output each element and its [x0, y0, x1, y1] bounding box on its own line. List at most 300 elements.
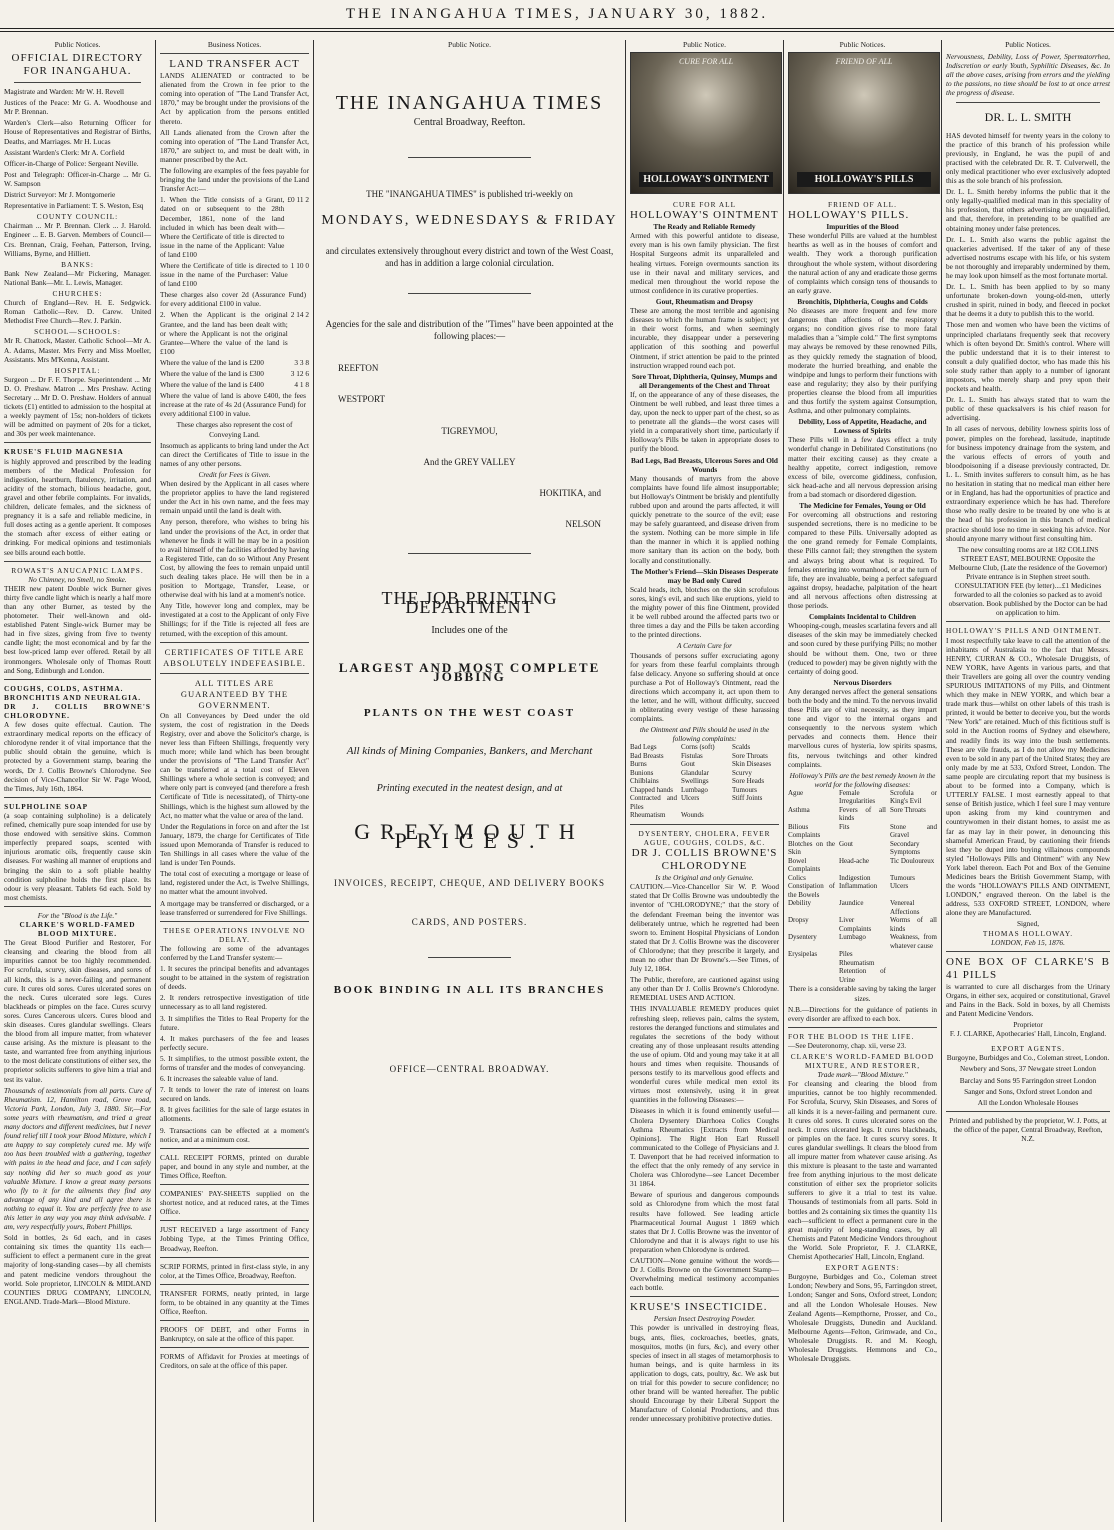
column-heading: Business Notices. [207, 40, 262, 49]
complaint-item: Stiff Joints [732, 794, 763, 803]
ad-subheading: The Mother's Friend—Skin Diseases Desperate may be Bad only Cured [630, 566, 779, 585]
disease-item: Sore Throats [890, 805, 926, 814]
testimonial: Thousands of testimonials from all parts. Cure of Rheumatism. 12, Hamilton road, Grove road, Victoria Park, London, July 3, 1880. Sir,—For some years with rheumatism, and tried a great many doctors and different medicines, but I never found relief till I took your Blood Mixture, which I am happy to say completely cured me. My wife too has been troubled with a gathering, together with pains in the head and face, and I can safely say nothing did her so much good as your valuable Mixture. I know a great many persons who fly to it for the ailments they find any advantage of any kind and all agree there is nothing to equal it. You are perfectly free to use this letter in any way you may think advisable. I am, very respectfully yours, Robert Phillips. [4, 1085, 151, 1232]
ad-body: COMPANIES' PAY-SHEETS supplied on the shortest notice, and at reduced rates, at the Times Office. [160, 1189, 309, 1217]
export-agent: Burgoyne, Burbidges and Co., Coleman street, London. [946, 1053, 1110, 1063]
ad-body: CAUTION.—Vice-Chancellor Sir W. P. Wood stated that Dr Collis Browne was undoubtedly the inventor of "CHLORODYNE;" that the story of the defendant Freeman being the inventor was deliberately untrue, which he regretted had been sworn to. Eminent Hospital Physicians of London stated that Dr J. Collis Browne was the discoverer of Chlorodyne; that they prescribe it largely, and mean no other than Dr Browne's.—See Times, of July 12, 1864. [630, 882, 779, 974]
ad-body: Whooping-cough, measles scarlatina fevers and all diseases of the skin may be immediately checked and soon cured by these purifying Pills; no mother should be without them. One, two or three (reduced to powder) may be given nightly with the certainty of doing good. [788, 621, 937, 676]
fee-description: These charges also cover 2d (Assurance Fund) for every additional £100 in value. [160, 290, 306, 309]
directory-entry: Assistant Warden's Clerk: Mr A. Corfield [4, 147, 125, 157]
agency-place: And the GREY VALLEY [423, 456, 516, 467]
ad-body: The following are examples of the fees payable for bringing the land under the provisions of the Land Transfer Act:— [160, 166, 309, 194]
directory-entry: Officer-in-Charge of Police: Sergeant Neville. [4, 158, 139, 168]
export-agent: Newbery and Sons, 37 Newgate street London [960, 1064, 1096, 1074]
advantage-item: 2. It renders retrospective investigation of title unnecessary as to all land registered. [160, 993, 309, 1012]
complaints-list [630, 743, 779, 820]
directory-entry: District Surveyor: Mr J. Montgomerie [4, 190, 116, 200]
disease-item: Colics [788, 873, 806, 882]
ad-heading: DR J. COLLIS BROWNE'S CHLORODYNE. [4, 701, 151, 720]
cards-text: CARDS, AND POSTERS. [411, 916, 528, 927]
disease-item: Constipation of the Bowels [788, 882, 835, 899]
disease-item: Blotches on the Skin [788, 839, 835, 857]
disease-item [788, 959, 835, 968]
section-heading: SCHOOL—SCHOOLS: [34, 327, 121, 337]
advantage-item: 8. It gives facilities for the sale of large estates in allotments. [160, 1105, 309, 1124]
ad-body: THIS INVALUABLE REMEDY produces quiet refreshing sleep, relieves pain, calms the system, restores the deranged functions and stimulates and regulates the secretions of the body without creating any of those unpleasant results attending the use of opium. Old and young may take it at all hours and times when requisite. Thousands of persons testify to its marvellous good effects and wonderful cures while medical men extol its virtues most extensively, using it in great quantities in the following Diseases:— [630, 1004, 779, 1105]
fee-description: 1. When the Title consists of a Grant, dated on or subsequent to the 28th December, 1861, none of the land included in which has been dealt with—Where the Certificate of title is directed to issue in the name of the Applicant: Value of land £100 [160, 195, 285, 259]
ad-body: FORMS of Affidavit for Proxies at meetings of Creditors, on sale at the office of this paper. [160, 1352, 309, 1371]
divider [160, 1284, 309, 1285]
ad-body: Dr. L. L. Smith hereby informs the public that it the only legally-qualified medical man in this speciality of his profession, that others advertising are unqualified, and that, therefore, in pretending to be qualified are obtaining money under false pretences. [946, 187, 1110, 233]
disease-item: Liver Complaints [839, 916, 872, 933]
divider [160, 1220, 309, 1221]
disease-item: Fevers of all kinds [839, 805, 886, 823]
disease-item: Fits [839, 822, 850, 831]
illustration-banner: HOLLOWAY'S PILLS [797, 172, 931, 187]
ad-subheading: Bad Legs, Bad Breasts, Ulcerous Sores and Old Wounds [631, 455, 778, 474]
divider [4, 679, 151, 680]
advantage-item: 1. It secures the principal benefits and advantages sought to be attained in the system of registration of deeds. [160, 964, 309, 992]
fee-table [160, 195, 309, 418]
ad-body: This powder is unrivalled in destroying fleas, bugs, ants, flies, cockroaches, beetles, gnats, mosquitos, moths (in furs, &c), and every other species of insect in all stages of metamorphosis to human beings, and is quite harmless in its application to dogs, cats, poultry, &c. We ask but on trial for this powder to secure confidence; no other brand will be wanted hereafter. The public should Encourage by their Liberal Support the Manufacture of Colonial Productions, and thus render unnecessary prohibitive protective duties. [630, 1323, 779, 1424]
fee-description: Where the value of the land is £200 [160, 357, 264, 367]
disease-item: Ulcers [890, 882, 909, 891]
circulation-text: and circulates extensively throughout every district and town of the West Coast, and has in addition a large colonial circulation. [325, 246, 614, 269]
disease-item: Rheumatism [839, 958, 875, 967]
export-agent: All the London Wholesale Houses [977, 1097, 1079, 1107]
ad-note: N.B.—Directions for the guidance of patients in every disorder are affixed to each box. [788, 1004, 937, 1023]
column-6 [942, 40, 1114, 1522]
ad-body: LANDS ALIENATED or contracted to be alienated from the Crown in fee prior to the coming into operation of "The Land Transfer Act, 1870," may be brought under the provisions of the Act by application from the persons entitled thereto. [160, 71, 309, 126]
advantage-item: 5. It simplifies, to the utmost possible extent, the forms of transfer and the modes of conveyancing. [160, 1053, 309, 1072]
divider [408, 157, 531, 158]
all-kinds-text: All kinds of Mining Companies, Bankers, and Merchant [346, 744, 593, 757]
largest-text: LARGEST AND MOST COMPLETE JOBBING [338, 660, 601, 685]
section-heading: CHURCHES: [52, 288, 103, 298]
divider [788, 1027, 937, 1028]
illustration-banner: HOLLOWAY'S OINTMENT [639, 172, 773, 187]
advantage-item: 3. It simplifies the Titles to Real Property for the future. [160, 1013, 309, 1032]
advantage-item: 4. It makes purchasers of the fee and leases perfectly secure. [160, 1033, 309, 1052]
fee-description: Where the value of the land is £300 [160, 369, 264, 378]
ad-body: Burgoyne, Burbidges and Co., Coleman street London; Newbery and Sons, 95, Farringdon street, London; Sanger and Sons, Oxford street, London; and all the London Wholesale Houses. New Zealand Agents—Kempthorne, Prosser, and Co., Wholesale Druggists, Dunedin and Auckland. Melbourne Agents—Felton, Grimwade, and Co., Wholesale Druggists. R. and M. Keogh, Wholesale Druggists. Hemmons and Co., Wholesale Druggists. [788, 1272, 937, 1364]
ad-body: The total cost of executing a mortgage or lease of land, registered under the Act, is Twelve Shillings, no matter what the amount involved. [160, 869, 309, 897]
column-2 [156, 40, 313, 1522]
plants-text: PLANTS ON THE WEST COAST [363, 707, 576, 720]
section-heading: COUNTY COUNCIL: [36, 212, 119, 222]
ad-body: These wonderful Pills are valued at the humblest hearths as well as in the houses of comfort and wealth. They work a thorough purification throughout the whole system, without disordering the natural action of any and eradicate those germs of complaints which consign tens of thousands to an early grave. [788, 231, 937, 295]
ad-subheading: Gout, Rheumatism and Dropsy [655, 296, 754, 306]
column-5 [784, 40, 941, 1522]
illustration-caption: CURE FOR ALL [672, 200, 737, 210]
divider [946, 951, 1110, 952]
disease-item: Tic Douloureux [890, 856, 935, 865]
ad-body: Under the Regulations in force on and after the 1st January, 1879, the charge for Certificates of Title issued upon Memoranda of Transfer is reduced to Ten Shillings in all cases where the value of the land is under Ten Pounds. [160, 821, 309, 868]
divider [160, 642, 309, 643]
complaint-item: Scalds [732, 743, 751, 752]
ad-body: Proprietor [1013, 1020, 1043, 1030]
divider [4, 906, 151, 907]
directory-entry: Post and Telegraph: Officer-in-Charge ... Mr G. W. Sampson [4, 169, 151, 188]
disease-item: Lumbago [839, 933, 866, 942]
complaint-item: Rheumatism [630, 811, 666, 820]
fee-description: Where the value of land is above £400, the fees increase at the rate of 4s 2d (Assurance Fund) for every additional £100 in value. [160, 391, 306, 419]
complaint-item: Glandular [681, 768, 709, 777]
ad-heading: ONE BOX OF CLARKE'S B 41 PILLS [946, 955, 1110, 981]
fee-row [160, 195, 309, 259]
job-printing-title: THE JOB PRINTING DEPARTMENT [381, 587, 558, 618]
directory-entry: Justices of the Peace: Mr G. A. Woodhouse and Mr P. Brennan. [4, 98, 151, 117]
holloway-ointment-illustration [630, 52, 782, 194]
ad-body: For overcoming all obstructions and restoring suspended secretions, there is no medicine to be compared to these Pills. Universally adopted as the one grand remedy for Female Complaints, these Pills cannot fail; they strengthen the system and always bring about what is required. To females entering into womanhood, or at the turn of life, they are invaluable, being a perfect safeguard against dropsy, headache, palpitation of the heart and all nervous affections often distressing at those periods. [788, 510, 937, 611]
complaint-item: Skin Diseases [732, 760, 772, 769]
export-agent: Sanger and Sons, Oxford street London and [964, 1086, 1092, 1096]
complaint-item: Fistulas [681, 751, 703, 760]
disease-item: Venereal Affections [890, 899, 920, 916]
ad-body: For cleansing and clearing the blood from impurities, cannot be too highly recommended. For Scrofula, Scurvy, Skin Diseases, and Sores of all kinds it is a never-failing and permanent cure. It cures old sores. It cures ulcerated sores on the neck. It cures ulcerated legs. It cures blackheads, or pimples on the face. It cures scurvy sores. It cures glandular swellings. It clears the blood from all impure matter from whatever cause arising. As this mixture is pleasant to the taste and warranted free from anything injurious to the most delicate constitution of either sex the proprietor solicits sufferers to give it a trial to test its value. Thousands of testimonials from all parts. Sold in bottles and 2s containing six times the quantity 11s each—sufficient to effect a permanent cure in the great majority of long-standing cases, by all Chemists and Patent Medicine Vendors throughout the World. Sole Proprietor, F. J. CLARKE, Chemist Apothecaries' Hall, Lincoln, England. [788, 1079, 937, 1262]
ad-heading: DR J. COLLIS BROWNE'S CHLORODYNE [631, 847, 778, 873]
ad-body: Diseases in which it is found eminently useful—Cholera Dysentery Diarrhoea Colics Coughs Asthma Rheumatics [Extracts from Medical Opinions]. The Right Hon Earl Russell communicated to the College of Physicians and J. T. Davenport that he had received information to the effect that the only remedy of any service in Cholera was Chlorodyne—see Lancet December 31 1864. [630, 1106, 779, 1189]
fee-row [160, 261, 309, 288]
ad-body: In all cases of nervous, debility lowness spirits loss of power, pimples on the forehead, lassitude, inaptitude for business impotency drainage from the system, and the various effects of errors of youth and bloodpoisoning if a disease previously contracted, Dr. L. L. Smith invites sufferers to consult him, as he has no hesitation in stating that no medical man either here or in England, has had the opportunities of practice and extraordinary experience which he has had. Therefore those who really desire to be treated by one who is at the head of his profession in this branch of medical practice should lose no time in seeking his advice. Nor should anyone marry without first consulting him. [946, 424, 1110, 543]
divider [428, 957, 511, 958]
column-heading: Public Notice. [448, 40, 491, 49]
ad-subheading: Complaints Incidental to Children [808, 612, 917, 622]
directory-entry: Warden's Clerk—also Returning Officer for House of Representatives and Registrar of Births, Deaths, and Marriages. Mr H. Lucas [4, 118, 151, 146]
greymouth-prices: GREYMOUTH PRICES. [354, 818, 585, 853]
fee-description: Where the Certificate of title is directed to issue in the name of the Purchaser: Value of land £100 [160, 260, 288, 289]
ad-body: When desired by the Applicant in all cases where the proprietor applies to have the land registered under the Act in his own name, and the fees may remain unpaid until the land is dealt with. [160, 479, 309, 516]
advantage-item: 6. It increases the saleable value of land. [160, 1074, 279, 1084]
disease-item: Asthma [788, 805, 810, 814]
directory-entry: Bank New Zealand—Mr Pickering, Manager. National Bank—Mr. L. Lewis, Manager. [4, 268, 151, 287]
disease-item: Dropsy [788, 916, 809, 925]
column-heading: Public Notices. [1005, 40, 1051, 49]
disease-item [890, 967, 937, 984]
agency-place: HOKITIKA, and [539, 487, 601, 498]
fee-amount: 1 10 0 [290, 260, 309, 270]
column-1 [0, 40, 155, 1522]
complaint-item: Wounds [681, 811, 704, 820]
divider [160, 53, 309, 54]
ad-subheading: Nervous Disorders [833, 677, 892, 687]
ad-body: Nervousness, Debility, Loss of Power, Spermatorrhea, Indiscretion or early Youth, Syphilitic Diseases, &c. In all the above cases, arising from errors and the yielding to the passions, no time should be lost to at once arrest the progress of disease. [946, 52, 1110, 98]
ad-body: is warranted to cure all discharges from the Urinary Organs, in either sex, acquired or constitutional, Gravel and Pains in the Back. Sold in boxes, by all Chemists and Patent Medicine Vendors. [946, 981, 1110, 1018]
ad-heading: KRUSE'S FLUID MAGNESIA [4, 447, 124, 457]
diseases-list [788, 789, 937, 985]
printing-text: Printing executed in the neatest design, and at [376, 782, 563, 794]
illustration-banner-top: FRIEND OF ALL [835, 57, 893, 67]
disease-item: Inflammation [839, 882, 878, 891]
disease-item: Jaundice [839, 899, 864, 908]
ad-subheading: Sore Throat, Diphtheria, Quinsey, Mumps and all Derangements of the Chest and Throat [631, 371, 778, 390]
divider [408, 293, 531, 294]
ad-body: Scald heads, itch, blotches on the skin scrofulous sores, king's evil, and such like eruptions, yield to the mighty power of this fine Ointment, provided it be well rubbed around the affected parts two or three times a day and the Pills be taken according to the printed directions. [630, 584, 779, 640]
complaint-item: Scurvy [732, 768, 752, 777]
divider [4, 797, 151, 798]
directory-title: OFFICIAL DIRECTORY FOR INANGAHUA. [11, 52, 144, 78]
directory-entry: Chairman ... Mr P. Brennan. Clerk ... J. Harold. Engineer ... E. B. Garven. Members of Council—Crs. Brennan, Craig, Feehan, Patterson, Irving, Williams, Byrne, and Hilliett. [4, 221, 151, 258]
directory-entry: Representative in Parliament: T. S. Weston, Esq [4, 201, 144, 211]
ad-body: Beware of spurious and dangerous compounds sold as Chlorodyne from which the most fatal results have followed. See leading article Pharmaceutical Journal August 1 1869 which states that Dr J. Collis Browne was the inventor of Chlorodyne and that it is always right to use his preparation when Chlorodyne is ordered. [630, 1190, 779, 1254]
ad-subheading: Impurities of the Blood [826, 222, 899, 232]
advantages-list [160, 964, 309, 1144]
fee-row [160, 310, 309, 355]
ad-heading: SULPHOLINE SOAP [4, 801, 89, 811]
ad-body: I most respectfully take leave to call the attention of the inhabitants of Australasia to the fact that Messrs. HENRY, CURRAN & CO., Wholesale Druggists, of NEW YORK, have Agents in various parts, and that their Travellers are going all over the country vending SPURIOUS IMITATIONS of my Pills, and Ointment which they make in NEW YORK, and which bear a trade mark thus—whilst on other labels of this trash is printed, it would be better to deceive you, but the words "New York" are retained. Much of this fictitious stuff is sold in the Auction rooms of Sydney and elsewhere, and readily finds its way into the bush settlements. These are vile frauds, as I do not allow my Medicines even to be sold in any part of the United States; they are only made by me at 533, Oxford Street, London. The same people are circulating report that my business is about to be formed into a Company, which is UTTERLY FALSE. I most earnestly appeal to that sense of British justice, which I feel sure I may venture upon asking from my kind countrymen and countrywomen in their distant homes, to assist me as far as may lay in their power, in denouncing this shameful American Fraud, by cautioning their friends lest they be duped into buying villainous compounds styled "Holloways Pills and Ointment" with any New York label thereon. Each Pot and Box of the Genuine Medicines bears the British Government Stamp, with the words "HOLLOWAY'S PILLS AND OINTMENT, LONDON," engraved thereon. On the label is the address, 533 OXFORD STREET, LONDON, where alone they are Manufactured. [946, 635, 1110, 918]
ad-body: Armed with this powerful antidote to disease, every man is his own family physician. The first Hospital Surgeons admit its unparalleled and healing virtues. Foreign overmounts sanction its use in their naval and military services, and medical men throughout the world repose the utmost confidence in its curative properties. [630, 231, 779, 295]
ad-body: SCRIP FORMS, printed in first-class style, in any color, at the Times Office, Broadway, Reefton. [160, 1261, 309, 1280]
imprint: Printed and published by the proprietor, W. J. Potts, at the office of the paper, Central Broadway, Reefton, N.Z. [949, 1115, 1107, 1144]
export-agent: Barclay and Sons 95 Farringdon street London [959, 1075, 1097, 1085]
ad-heading: DR. L. L. SMITH [984, 109, 1072, 124]
complaint-item: Chilblains [630, 777, 659, 786]
divider [160, 1184, 309, 1185]
divider [160, 921, 309, 922]
ad-subheading: Debility, Loss of Appetite, Headache, and Lowness of Spirits [798, 417, 927, 436]
ad-body: HAS devoted himself for twenty years in the colony to the practice of this branch of his profession while previously, in England, he was the pupil of and practised with the celebrated Dr. R. T. Culverwell, the only medical practitioner who ever exclusively adopted this as the sole branch of his profession. [946, 130, 1110, 186]
column-heading: Public Notices. [839, 40, 886, 49]
section-heading: HOSPITAL: [54, 365, 101, 375]
disease-item: Gout [839, 839, 853, 848]
divider [946, 1111, 1110, 1112]
address: Central Broadway, Reefton. [413, 117, 526, 129]
complaint-item: Burns [630, 760, 647, 769]
divider [630, 1296, 779, 1297]
ad-body: The Great Blood Purifier and Restorer, For cleansing and clearing the blood from all impurities cannot be too highly recommended. For scrofula, scurvy, skin diseases, and sores of all kinds, this is a never-failing and permanent cure. It cures old sores. Cures ulcerated sores on the neck. Cures ulcerated sore legs. Cures blackheads or pimples on the face. Cures scurvy sores. Cures Cancerous ulcers. Cures blood and skin diseases. Cures glandular swellings. Clears the blood from all impure matter, from whatever cause arising. As the mixture is pleasant to the taste, and warranted free from anything injurious to the most delicate constitutions of either sex, the proprietor solicits sufferers to give him a trial and test its value. [4, 938, 151, 1084]
ad-heading: HOLLOWAY'S OINTMENT [630, 209, 779, 222]
complaint-item: Sore Throats [732, 751, 768, 760]
ad-body: A few doses quite effectual. Caution. The extraordinary medical reports on the efficacy of chlorodyne render it of vital importance that the public should obtain the genuine, which is protected by a Government stamp, bearing the words, Dr J. Collis Browne's Chlorodyne. See decision of Vice-Chancellor Sir W. Page Wood, the Times, July 16th, 1864. [4, 720, 151, 793]
ad-body: These charges also represent the cost of Conveying Land. [176, 420, 293, 439]
invoices-text: INVOICES, RECEIPT, CHEQUE, AND DELIVERY BOOKS [334, 877, 605, 888]
masthead: THE INANGAHUA TIMES, JANUARY 30, 1882. [345, 6, 769, 22]
disease-item: Weakness, from whatever cause [890, 933, 937, 950]
divider [4, 561, 151, 562]
column-heading: Public Notice. [683, 40, 726, 49]
ad-heading: COUGHS, COLDS, ASTHMA. [4, 683, 124, 693]
ad-heading: LAND TRANSFER ACT [169, 58, 300, 71]
ad-body: is highly approved and prescribed by the leading members of the Medical Profession for indigestion, heartburn, flatulency, irritation, and acidity of the stomach, bilious headache, gout, gravel and other febrile complaints. For invalids, children, delicate females, and the sickness of pregnancy it is a safe and reliable medicine, in full doses acting as a gentle aperient. It composes the stomach after excess of either eating or drinking. For medical opinions and testimonials see bills around each bottle. [4, 456, 151, 557]
ad-heading: EXPORT AGENTS. [991, 1044, 1065, 1054]
disease-item: Erysipelas [788, 950, 818, 959]
publication-days: MONDAYS, WEDNESDAYS & FRIDAY [321, 213, 618, 229]
disease-item [788, 967, 835, 984]
disease-item [890, 959, 937, 968]
agency-places [318, 364, 621, 529]
divider [946, 621, 1110, 622]
agency-place: TIGREYMOU, [441, 425, 498, 436]
ad-body: These Pills will in a few days effect a truly wonderful change in Debilitated Constitutions (no matter their exciting cause) as they create a healthy appetite, correct indigestion, remove excess of bile, overcome giddiness, confusion, sick head-ache and all nervous depression arising from a bad stomach or disordered digestion. [788, 435, 937, 499]
disease-item: Indigestion [839, 873, 871, 882]
ad-heading: CERTIFICATES OF TITLE ARE ABSOLUTELY INDEFEASIBLE. [163, 646, 306, 668]
advantage-item: 7. It tends to lower the rate of interest on loans secured on lands. [160, 1085, 309, 1104]
divider [160, 1257, 309, 1258]
holloway-pills-illustration [788, 52, 940, 194]
divider [160, 1320, 309, 1321]
list-heading: the Ointment and Pills should be used in the following complaints: [639, 725, 770, 744]
column-4 [626, 40, 783, 1522]
ad-body: Any deranged nerves affect the general sensations both the body and the mind. To the nervous invalid these Pills are of vital necessity, as they impart tone and vigor to the internal organs and consequently to the nervous system which pervades and connects them. Hence their marvellous cures of hysteria, low spirits spasms, fits, nervous twitchings and other kindred complaints. [788, 686, 937, 769]
ad-heading: CLARKE'S WORLD-FAMED BLOOD MIXTURE. [19, 919, 136, 939]
ad-subheading: Is the Original and only Genuine. [655, 873, 754, 883]
fee-description: 2. When the Applicant is the original Grantee, and the land has been dealt with; or where the Applicant is not the original Grantee—Where the value of the land is £100 [160, 310, 288, 356]
ad-heading: EXPORT AGENTS: [825, 1263, 900, 1273]
disease-item: Piles [839, 950, 853, 959]
complaint-item: Corns (soft) [681, 743, 715, 752]
ad-note: There is a considerable saving by taking the larger sizes. [789, 984, 936, 1003]
ad-body: Dr. L. L. Smith has been applied to by so many unfortunate broken-down young-old-men, utterly crushed in spirit, ruined in body, and fleeced in pocket that he deems it a duty to publish this to the world. [946, 282, 1110, 319]
fee-row [160, 358, 309, 367]
divider [956, 102, 1100, 103]
ad-body: —See Deuteronomy, chap. xii, verse 23. [788, 1040, 907, 1050]
rule-top [0, 28, 1114, 29]
newspaper-title: THE INANGAHUA TIMES [335, 92, 604, 115]
ad-body: Many thousands of martyrs from the above complaints have found life almost insupportable; but Holloway's Ointment be briskly and plentifully rubbed upon and around the parts affected, it will quickly penetrate to the source of the evil; ease may be safely guaranteed, and disease driven from the system. Nothing can be more simple in life than the manner in which it is applied nothing more sanitary than its action on the body, both locally and constitutionally. [630, 473, 779, 565]
fee-amount: 2 14 2 [290, 310, 309, 320]
complaint-item: Swellings [681, 777, 709, 786]
fee-row [160, 290, 309, 308]
illustration-caption: FRIEND OF ALL. [828, 200, 897, 210]
ad-body: Insomuch as applicants to bring land under the Act can direct the Certificates of Title to issue in the names of any other persons. [160, 440, 309, 468]
directory-entry: Mr R. Chattock, Master. Catholic School—Mr A. A. Adams, Master. Mrs Ferry and Miss Moeller, Assistants. Mrs M'Kenna, Assistant. [4, 336, 151, 364]
disease-item: Bowel Complaints [788, 856, 821, 874]
disease-item: Worms of all kinds [890, 916, 937, 933]
fee-amount: 3 3 8 [294, 357, 309, 367]
ad-body: TRANSFER FORMS, neatly printed, in large form, to be obtained in any quantity at the Times Office, Reefton. [160, 1288, 309, 1316]
complaint-item: Tumours [732, 785, 758, 794]
disease-item: Scrofula or King's Evil [890, 788, 937, 806]
ad-heading: DYSENTERY, CHOLERA, FEVER AGUE, COUGHS, COLDS, &C. [638, 828, 771, 848]
ad-heading: HOLLOWAY'S PILLS AND OINTMENT. [946, 626, 1102, 636]
ad-subheading: Persian Insect Destroying Powder. [653, 1314, 756, 1324]
disease-item: Head-ache [839, 856, 869, 865]
fee-row [160, 369, 309, 378]
complaint-item: Ulcers [681, 794, 700, 803]
fee-row [160, 380, 309, 389]
includes-text: Includes one of the [431, 625, 508, 637]
section-heading: BANKS: [61, 259, 94, 269]
advantage-item: 9. Transactions can be effected at a moment's notice, and at a minimum cost. [160, 1125, 309, 1144]
ad-subheading: The Ready and Reliable Remedy [653, 222, 756, 232]
published-text: THE "INANGAHUA TIMES" is published tri-weekly on [366, 189, 573, 200]
ad-subheading: A Certain Cure for [677, 641, 732, 651]
complaint-item: Sore Heads [732, 777, 765, 786]
fee-row [160, 391, 309, 418]
ad-body: THEIR new patent Double wick Burner gives thirty five candle light which is nearly a half more than any other Burner, as tested by the photometer. Their well-known and old-established Patent Single-wick Burner may be had in five sizes, giving from five to twenty candle light; the most economical and by far the best low-priced lamp ever offered. Retail by all ironmongers. Wholesale only of Thomas Routt and Song, Edinburgh and London. [4, 583, 151, 675]
ad-body: CAUTION—None genuine without the words—Dr J. Collis Browne on the Government Stamp—Overwhelming medical testimony accompanies each bottle. [630, 1255, 779, 1293]
divider [160, 1148, 309, 1149]
directory-entry: Church of England—Rev. H. E. Sedgwick. Roman Catholic—Rev. D. Carew. United Methodist Free Church—Rev. J. Parkin. [4, 298, 151, 326]
ad-body: Sold in bottles, 2s 6d each, and in cases containing six times the quantity 11s each—sufficient to effect a permanent cure in the great majority of long-standing cases—by all chemists and patent medicine vendors throughout the world. Sole proprietor, LINCOLN & MIDLAND COUNTIES DRUG COMPANY, LINCOLN, ENGLAND. Trade-Mark—Blood Mixture. [4, 1233, 151, 1306]
list-heading: Holloway's Pills are the best remedy known in the world for the following diseases: [789, 770, 936, 789]
divider [4, 442, 151, 443]
ad-body: F. J. CLARKE, Apothecaries' Hall, Lincoln, England. [949, 1029, 1107, 1039]
office-text: OFFICE—CENTRAL BROADWAY. [389, 1064, 550, 1075]
ad-body: A mortgage may be transferred or discharged, or a lease transferred or surrendered for Five Shillings. [160, 898, 309, 917]
ad-body: Dr. L. L. Smith also warns the public against the quackeries advertised. If the taker of any of these advertised nostrums escape with his life, or his system be not thoroughly and irreparably undermined by them, he may look upon himself as the most fortunate mortal. [946, 234, 1110, 280]
complaint-item: Lumbago [681, 785, 708, 794]
ad-subheading: Credit for Fees is Given. [198, 469, 271, 479]
ad-body: The new consulting rooms are at 182 COLLINS STREET EAST, MELBOURNE Opposite the Melbourne Club, (Late the residence of the Governor) Private entrance is in Stephen street south. CONSULTATION FEE (by letter)....£1 Medicines forwarded to all the colonies so packed as to avoid observation. Book published by the Doctor can be had on application to him. [948, 544, 1108, 618]
disease-item: Ague [788, 788, 804, 797]
ad-body: These are among the most terrible and agonising diseases to which the human frame is subject; yet in their worst forms, and when seemingly incurable, they disappear under a persevering application of this soothing and powerful Ointment, if strict attention be paid to the printed instruction wrapped round each pot. [630, 306, 779, 370]
fee-description: Where the value of the land is £400 [160, 380, 264, 390]
ad-heading: CLARKE'S WORLD-FAMED BLOOD MIXTURE, AND RESTORER, [790, 1051, 935, 1071]
ad-body: JUST RECEIVED a large assortment of Fancy Jobbing Type, at the Times Printing Office, Broadway, Reefton. [160, 1225, 309, 1253]
directory-entry: Surgeon ... Dr F. F. Thorpe. Superintendent ... Mr D. O. Preshaw. Matron ... Mrs Preshaw. Acting Secretary ... Mr D. O. Preshaw. Holders of annual tickets (£1) entitled to admission to the hospital at a weekly payment of 15s; non-holders of tickets will be admitted on payment of 20s for a ticket, and 30s per week maintenance. [4, 374, 151, 439]
ad-body: Dr. L. L. Smith has always stated that to warn the public of these quacksalvers is his chief reason for advertising. [946, 395, 1110, 423]
ad-body: The following are some of the advantages conferred by the Land Transfer system:— [160, 943, 309, 962]
ad-body: The Public, therefore, are cautioned against using any other than Dr J. Collis Browne's Chlorodyne. REMEDIAL USES AND ACTION. [630, 975, 779, 1003]
divider [160, 1347, 309, 1348]
ad-quote: For the "Blood is the Life." [37, 910, 118, 920]
complaint-item: Gout [681, 760, 695, 769]
ad-subheading: The Medicine for Females, Young or Old [799, 501, 926, 510]
column-heading: Public Notices. [54, 40, 101, 49]
ad-body: PROOFS OF DEBT, and other Forms in Bankruptcy, on sale at the office of this paper. [160, 1325, 309, 1344]
ad-date: LONDON, Feb 15, 1876. [991, 937, 1065, 947]
binding-text: BOOK BINDING IN ALL ITS BRANCHES [333, 984, 606, 997]
ad-body: Any person, therefore, who wishes to bring his land under the provisions of the Act, in order that whenever he finds it will he may be in a position to avail himself of the facilities afforded by having a Registered Title, can do so Without Any Present Cost, by allowing the fees to remain unpaid until such dealing takes place. He will then be in a position to Mortgage, Transfer, Lease, or otherwise deal with his land at a moment's notice. [160, 517, 309, 600]
ad-subheading: Bronchitis, Diphtheria, Coughs and Colds [797, 296, 928, 306]
ad-body: Any Title, however long and complex, may be investigated at a cost to the Applicant of only Five Shillings; for if the Title is rejected all fees are returned, with the exception of this amount. [160, 601, 309, 638]
rule-top-2 [0, 31, 1114, 32]
complaint-item: Bad Legs [630, 743, 657, 752]
ad-signed: Signed, [1016, 919, 1040, 929]
complaint-item: Chapped hands [630, 785, 673, 794]
ad-heading: ROWAST'S ANUCAPNIC LAMPS. [11, 565, 144, 575]
ad-subheading: No Chimney, no Smell, no Smoke. [28, 574, 127, 584]
disease-item: Secondary Symptoms [890, 839, 920, 857]
fee-amount: 4 1 8 [294, 380, 309, 390]
agency-place: WESTPORT [338, 394, 385, 405]
agencies-text: Agencies for the sale and distribution of the "Times" have been appointed at the following places:— [325, 319, 614, 342]
ad-body: CALL RECEIPT FORMS, printed on durable paper, and bound in any style and number, at the Times Office, Reefton. [160, 1152, 309, 1180]
export-agents-list [946, 1053, 1110, 1106]
ad-body: (a soap containing sulpholine) is a delicately refined, chemically pure soap intended for use by those endowed with sensitive skins. Common imperfectly prepared soaps, scented with injurious aromatic oils, frequently cause skin diseases. For washing all manner of eruptions and bringing the skin to a soft pliable healthy condition sulpholine holds the first place. Its odour is very pleasant. Tablets 6d each. Sold by most chemists. [4, 810, 151, 902]
ad-subheading: Trade mark—"Blood Mixture." [817, 1070, 908, 1080]
complaint-item: Bunions [630, 768, 654, 777]
ad-body: All Lands alienated from the Crown after the coming into operation of "The Land Transfer Act, 1870," are subject to, and must be dealt with, in manner prescribed by the Act. [160, 127, 309, 164]
ad-heading: BRONCHITIS AND NEURALGIA. [4, 692, 142, 702]
disease-item: Female Irregularities [839, 788, 876, 806]
disease-item: Retention of Urine [839, 967, 886, 984]
ad-heading: FOR THE BLOOD IS THE LIFE. [788, 1031, 915, 1041]
column-3 [314, 40, 625, 1522]
disease-item [890, 950, 937, 959]
ad-body: Those men and women who have been the victims of unprincipled charlatans frequently seek that recovery which is often beyond Dr. Smith's control. Where will the public understand that it is to their interest to consult a duly qualified doctor, who has made this his sole study rather than apply to a number of ignorant impostors, who merely sharp and prey upon their pockets and health. [946, 320, 1110, 394]
fee-amount: £0 11 2 [287, 195, 309, 205]
complaint-item: Bad Breasts [630, 751, 664, 760]
complaint-item: Contracted and Piles [630, 794, 677, 811]
ad-body: Thousands of persons suffer excruciating agony for years from these fearful complaints through false delicacy. Anyone so suffering should at once purchase a Pot of Holloway's Ointment, read the directions which accompany it, act upon them to the letter, and he will, without difficulty, succeed in obliterating every vestige of these harassing complaints. [630, 650, 779, 724]
ad-body: If, on the appearance of any of these diseases, the Ointment be well rubbed, and least three times a day, upon the neck to upper part of the chest, so as to penetrate all the glands—the worst cases will yield in a comparatively short time, particularly if Holloway's Pills be taken in appropriate doses to purify the blood. [630, 389, 779, 454]
ad-heading: ALL TITLES ARE GUARANTEED BY THE GOVERNMENT. [180, 677, 289, 710]
ad-heading: HOLLOWAY'S PILLS. [788, 209, 910, 222]
directory-entry: Magistrate and Warden: Mr W. H. Revell [4, 87, 125, 97]
ad-heading: KRUSE'S INSECTICIDE. [630, 1301, 768, 1314]
ad-body: On all Conveyances by Deed under the old system, the cost of registration in the Deeds Registry, over and above the Solicitor's charge, is never less than Fifteen Shillings, frequently very much more; while land which has been brought under the provisions of "The Land Transfer Act" can be transferred at a total cost of Eleven Shillings where a whole section is conveyed; and where only part is conveyed (and therefore a fresh Certificate of Title is necessitated), of Thirty-one Shillings, which is the highest sum allowed by the Act, no matter what the value or area of the land. [160, 710, 309, 820]
divider [630, 824, 779, 825]
disease-item: Dysentery [788, 933, 817, 942]
ad-signer: THOMAS HOLLOWAY. [982, 928, 1074, 938]
divider [408, 553, 531, 554]
divider [160, 673, 309, 674]
illustration-banner-top: CURE FOR ALL [678, 57, 734, 67]
fee-amount: 3 12 6 [290, 369, 309, 378]
disease-item: Bilious Complaints [788, 822, 821, 840]
